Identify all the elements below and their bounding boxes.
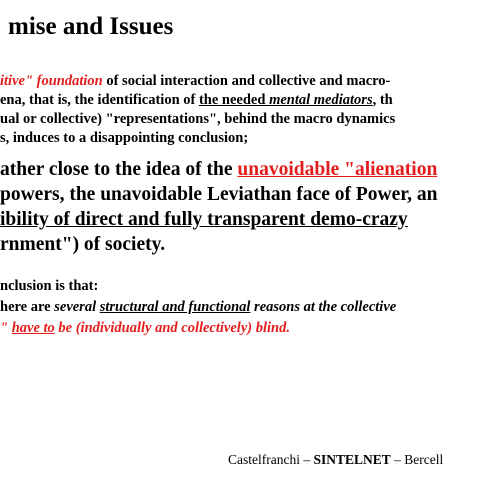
- paragraph1-line3: ual or collective) "representations", behind the macro dynamics: [0, 111, 396, 127]
- text-segment: ather close to the idea of the: [0, 159, 238, 180]
- paragraph3-line3: [0, 318, 480, 339]
- paragraph3-line2: [0, 297, 480, 318]
- italic-mental-mediators: mental mediators: [269, 92, 373, 108]
- slide-title: mise and Issues: [8, 13, 174, 40]
- highlight-unavoidable-alienation: unavoidable "alienation: [237, 159, 438, 180]
- text-segment: be (individually and collectively) blind.: [54, 320, 290, 336]
- underlined-the-needed: [199, 92, 373, 108]
- paragraph2-line2: powers, the unavoidable Leviathan face of Power, an: [0, 184, 438, 205]
- footer-project: SINTELNET: [313, 452, 391, 467]
- paragraph2-line4: rnment") of society.: [0, 234, 166, 255]
- paragraph1-line4: s, induces to a disappointing conclusion;: [0, 130, 249, 146]
- highlight-cognitive-foundation: itive" foundation: [0, 73, 103, 89]
- paragraph-cognitive-foundation: [0, 72, 480, 148]
- italic-several: several: [54, 299, 100, 315]
- underlined-structural-functional: structural and functional: [99, 299, 251, 315]
- footer-location: – Bercell: [390, 452, 444, 467]
- paragraph2-line1: [0, 157, 480, 182]
- text-segment: ": [0, 320, 12, 336]
- text-segment: the needed: [198, 92, 270, 108]
- text-segment: of social interaction and collective and macro-: [102, 73, 391, 89]
- paragraph-conclusion: [0, 276, 480, 339]
- text-segment: ena, that is, the identification of: [0, 92, 199, 108]
- paragraph-alienation: [0, 157, 480, 257]
- text-segment: , th: [372, 92, 393, 108]
- slide-footer: [228, 452, 443, 468]
- footer-author: Castelfranchi –: [228, 452, 314, 467]
- text-segment: here are: [0, 299, 55, 315]
- paragraph3-line1: nclusion is that:: [0, 278, 99, 294]
- paragraph1-line1: [0, 72, 480, 91]
- paragraph2-line3: ibility of direct and fully transparent demo-crazy: [0, 209, 408, 230]
- underlined-have-to: have to: [11, 320, 55, 336]
- paragraph1-line2: [0, 91, 480, 110]
- italic-reasons: reasons at the collective: [250, 299, 397, 315]
